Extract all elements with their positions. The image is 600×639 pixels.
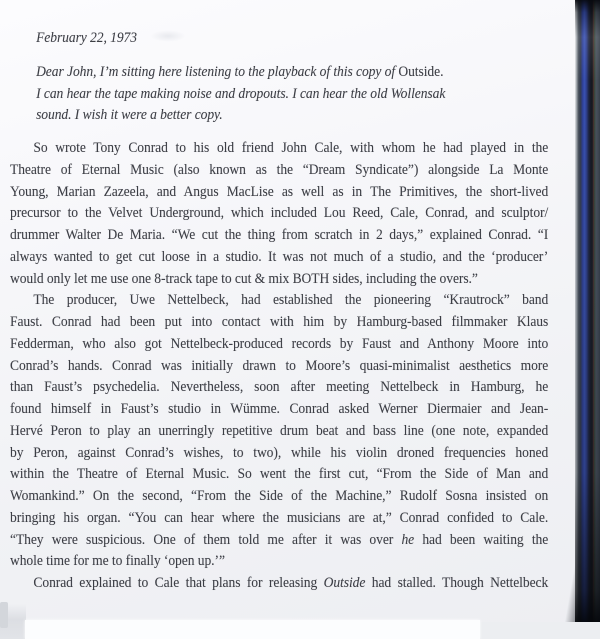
text-segment: whole time for me to finally ‘open up.’” (10, 553, 225, 570)
text-line (10, 508, 548, 530)
text-line (10, 290, 548, 312)
book-spine-edge (575, 0, 600, 622)
body-text (10, 138, 548, 595)
text-line (10, 486, 548, 508)
text-segment: “They were suspicious. One of them told me after it was over (10, 531, 402, 548)
text-line (10, 530, 548, 552)
text-segment: Fedderman, who also got Nettelbeck-produced records by Faust and Anthony Moore into (10, 335, 549, 352)
text-segment: The producer, Uwe Nettelbeck, had established the pioneering “Krautrock” band (33, 292, 549, 309)
page-edge-notch (0, 602, 8, 628)
text-segment: Hervé Peron to play an unerringly repetitive drum beat and bass line (one note, expanded (10, 422, 549, 439)
text-segment: within the Theatre of Eternal Music. So went the first cut, “From the Side of Man and (10, 466, 549, 483)
text-line (10, 356, 548, 378)
emphasized-text: Outside. (398, 63, 444, 80)
text-segment: Theatre of Eternal Music (also known as the “Dream Syndicate”) alongside La Monte (10, 161, 549, 178)
text-segment: So wrote Tony Conrad to his old friend John Cale, with whom he had played in the (33, 140, 549, 156)
text-segment: would only let me use one 8-track tape to cut & mix BOTH sides, including the overs.” (10, 270, 478, 287)
text-line (36, 105, 548, 127)
text-line (10, 203, 548, 225)
text-segment: Conrad explained to Cale that plans for releasing (33, 575, 324, 591)
page-text-block (10, 28, 548, 595)
text-segment: bringing his organ. “You can hear where the musicians are at,” Conrad confided to Cale. (10, 509, 549, 526)
text-line (10, 269, 548, 291)
text-segment: Conrad’s hands. Conrad was initially drawn to Moore’s quasi-minimalist aesthetics more (10, 357, 549, 374)
text-line (10, 225, 548, 247)
text-segment: had stalled. Though Nettelbeck (365, 575, 549, 591)
text-segment: by Peron, against Conrad’s wishes, to two), while his violin droned frequencies honed (10, 444, 549, 461)
letter-date: February 22, 1973 (36, 30, 137, 46)
text-line (10, 160, 548, 182)
text-line (10, 464, 548, 486)
underlying-page-edge (25, 620, 480, 639)
text-segment: Young, Marian Zazeela, and Angus MacLise as well as in The Primitives, the short-lived (10, 183, 549, 200)
text-line (10, 138, 548, 160)
text-segment: than Faust’s psychedelia. Nevertheless, soon after meeting Nettelbeck in Hamburg, he (10, 379, 549, 396)
text-segment: drummer Walter De Maria. “We cut the thing from scratch in 2 days,” explained Conrad. “I (10, 227, 549, 243)
text-line (10, 551, 548, 573)
text-line (10, 312, 548, 334)
text-segment: found himself in Faust’s studio in Wümme. Conrad asked Werner Diermaier and Jean- (10, 401, 549, 417)
text-line (10, 573, 548, 595)
text-segment: had been waiting the (414, 531, 549, 548)
text-segment: Dear John, I’m sitting here listening to the playback of this copy of (36, 63, 399, 80)
letter-excerpt (36, 62, 548, 127)
text-line (10, 399, 548, 421)
text-segment: sound. I wish it were a better copy. (36, 107, 223, 124)
emphasized-text: he (401, 531, 415, 548)
text-segment: precursor to the Velvet Underground, which included Lou Reed, Cale, Conrad, and sculptor/ (10, 205, 549, 222)
text-line (10, 421, 548, 443)
text-line (36, 84, 548, 106)
text-segment: Womankind.” On the second, “From the Side of the Machine,” Rudolf Sosna insisted on (10, 488, 549, 504)
text-line (36, 62, 548, 84)
text-segment: Faust. Conrad had been put into contact with him by Hamburg-based filmmaker Klaus (10, 314, 549, 330)
text-line (10, 334, 548, 356)
text-line (10, 377, 548, 399)
emphasized-text: Outside (323, 575, 366, 591)
text-line (10, 182, 548, 204)
text-segment: always wanted to get cut loose in a studio. It was not much of a studio, and the ‘producer’ (10, 248, 549, 265)
text-segment: I can hear the tape making noise and dropouts. I can hear the old Wollensak (36, 85, 446, 102)
text-line (10, 443, 548, 465)
text-line (10, 247, 548, 269)
